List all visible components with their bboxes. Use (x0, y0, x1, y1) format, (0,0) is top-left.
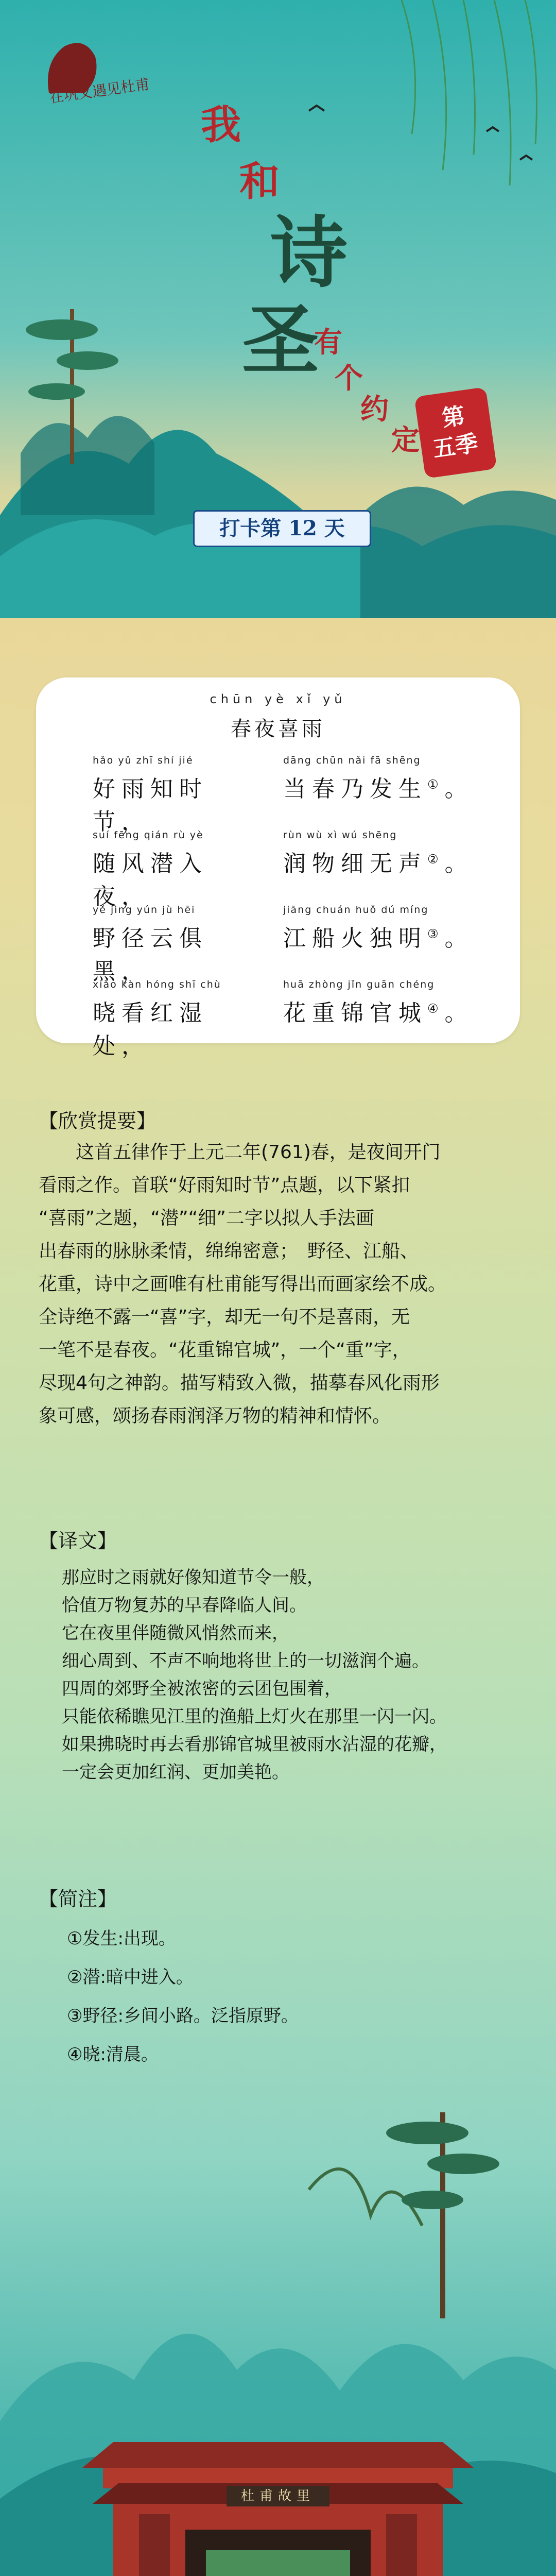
line-pinyin: xiǎo kàn hóng shī chù (93, 979, 221, 990)
poem-title: 春夜喜雨 (231, 717, 325, 741)
notes-heading: 【简注】 (39, 1888, 117, 1910)
poem-line: 当春乃发生①。 (283, 776, 474, 802)
note-item: ③野径:乡间小路。泛指原野。 (67, 2006, 299, 2026)
title-char: 约 (360, 392, 389, 426)
appreciation-heading: 【欣赏提要】 (39, 1110, 157, 1132)
note-item: ①发生:出现。 (67, 1928, 176, 1949)
poem-line: 野径云俱黑， (93, 925, 208, 985)
line-pinyin: hǎo yǔ zhī shí jié (93, 755, 194, 766)
season-badge: 第 (414, 387, 497, 479)
poem-title-pinyin: chūn yè xǐ yǔ (210, 692, 346, 706)
season-badge-text: 五季 (431, 430, 480, 463)
line-pinyin: rùn wù xì wú shēng (283, 829, 397, 841)
gate-icon (62, 2442, 494, 2576)
line-pinyin: suí fēng qián rù yè (93, 829, 204, 841)
poem-line: 晓看红湿处， (93, 1000, 208, 1059)
appreciation-text: 这首五律作于上元二年(761)春，是夜间开门 看雨之作。首联“好雨知时节”点题，以下紧扣 “喜雨”之题，“潜”“细”二字以拟人手法画 出春雨的脉脉柔情，绵绵密意； 野径、江船、 花重，诗中之画唯有杜甫能写得出而画家绘不成。 全诗绝不露一“喜”字，却无一句不是喜雨，无 一笔不是春夜。“花重锦官城”，一个“重”字， 尽现4句之神韵。描写精致入微，描摹春风化雨形 象可感，颂扬春雨润泽万物的精神和情怀。 (39, 1142, 447, 1427)
line-pinyin: jiāng chuán huǒ dú míng (283, 904, 429, 916)
line-pinyin: dāng chūn nǎi fā shēng (283, 755, 421, 766)
poem-line: 随风潜入夜， (93, 851, 208, 910)
note-item: ④晓:清晨。 (67, 2044, 159, 2065)
translation-text: 那应时之雨就好像知道节令一般， 恰值万物复苏的早春降临人间。 它在夜里伴随微风悄然而来， 细心周到、不声不响地将世上的一切滋润个遍。 四周的郊野全被浓密的云团包围着， 只能依稀瞧见江里的渔船上灯火在那里一闪一闪。 如果拂晓时再去看那锦官城里被雨水沾湿的花瓣， 一定会更加红润、更加美艳。 (62, 1567, 447, 1783)
title-char: 圣 (242, 295, 320, 386)
header-banner (0, 0, 556, 618)
translation-heading: 【译文】 (39, 1530, 117, 1552)
gate-plaque: 杜甫故里 (227, 2486, 329, 2506)
note-item: ②潜:暗中进入。 (67, 1967, 194, 1988)
line-pinyin: yě jìng yún jù hēi (93, 904, 196, 916)
title-char: 定 (391, 423, 420, 456)
poem-line: 好雨知时节， (93, 776, 208, 835)
line-pinyin: huā zhòng jǐn guān chéng (283, 979, 435, 990)
title-char: 我 (201, 101, 241, 148)
poem-card (36, 677, 520, 1059)
poem-line: 润物细无声②。 (283, 851, 474, 877)
checkin-day-label: 打卡第 12 天 (193, 510, 371, 547)
poem-line: 江船火独明③。 (283, 925, 474, 952)
title-char: 诗 (270, 208, 348, 298)
poem-line: 花重锦官城④。 (283, 1000, 474, 1026)
title-char: 和 (239, 158, 280, 205)
title-char: 个 (335, 361, 363, 395)
title-char: 有 (314, 325, 343, 359)
logo-text: 在巩义遇见杜甫 (48, 75, 151, 107)
